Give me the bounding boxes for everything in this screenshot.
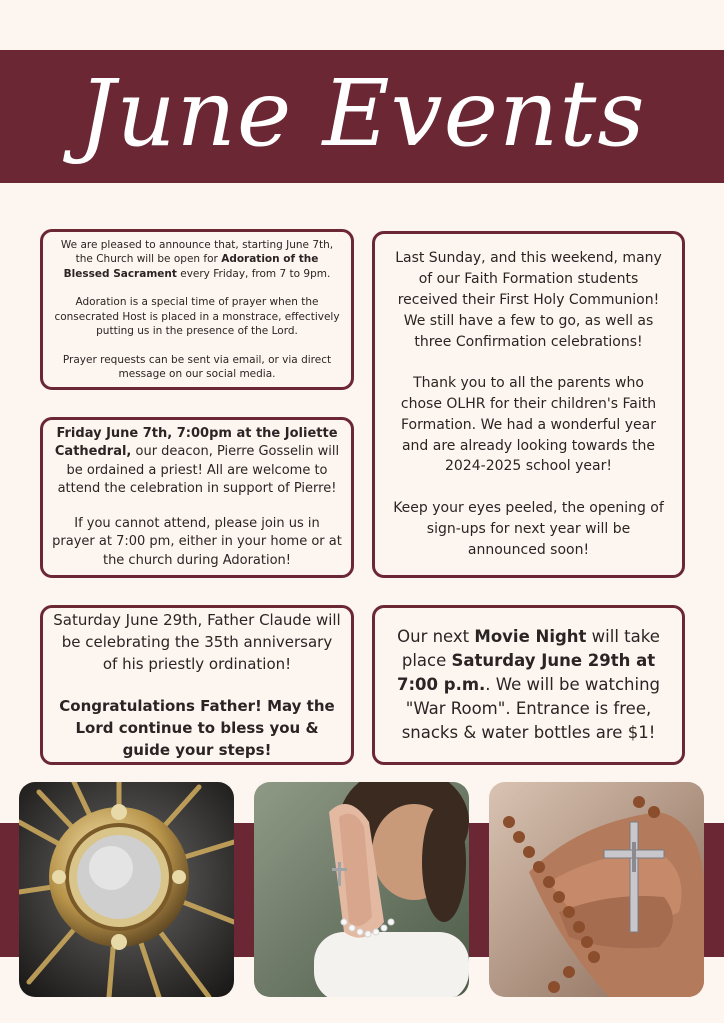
movie-night-box [372,605,685,765]
movie-night-text: Our next Movie Night will take place Saturday June 29th at 7:00 p.m.. We will be watching "War Room". Entrance is free, snacks & water bottles are $1! [396,627,661,742]
signups-note: Keep your eyes peeled, the opening of sign-ups for next year will be announced soon! [393,500,664,558]
monstrance-photo [19,782,234,997]
first-communion-box [372,231,685,578]
adoration-description: Adoration is a special time of prayer when the consecrated Host is placed in a monstrace, effectively putting us in the presence of the Lord. [54,296,340,337]
rosary-hands-photo [489,782,704,997]
praying-girl-photo [254,782,469,997]
anniversary-text: Saturday June 29th, Father Claude will be celebrating the 35th anniversary of his priestly ordination! [53,611,341,673]
ordination-announcement-box [40,417,354,578]
ordination-prayer-note: If you cannot attend, please join us in prayer at 7:00 pm, either in your home or at the church during Adoration! [52,515,342,568]
adoration-intro: We are pleased to announce that, starting June 7th, the Church will be open for Adoration of the Blessed Sacrament every Friday, from 7 to 9pm. [60,238,334,280]
anniversary-box [40,605,354,765]
page-title: June Events [78,60,646,167]
congratulations-text: Congratulations Father! May the Lord continue to bless you & guide your steps! [59,697,335,759]
ordination-details: Friday June 7th, 7:00pm at the Joliette Cathedral, our deacon, Pierre Gosselin will be ordained a priest! All are welcome to attend the celebration in support of Pierre! [54,425,340,497]
adoration-announcement-box [40,229,354,390]
communion-news: Last Sunday, and this weekend, many of our Faith Formation students received their First Holy Communion! We still have a few to go, as well as three Confirmation celebrations! [395,250,662,350]
parents-thanks: Thank you to all the parents who chose OLHR for their children's Faith Formation. We had a wonderful year and are already looking towards the 2024-2025 school year! [400,375,657,475]
prayer-requests-note: Prayer requests can be sent via email, or via direct message on our social media. [62,353,332,380]
